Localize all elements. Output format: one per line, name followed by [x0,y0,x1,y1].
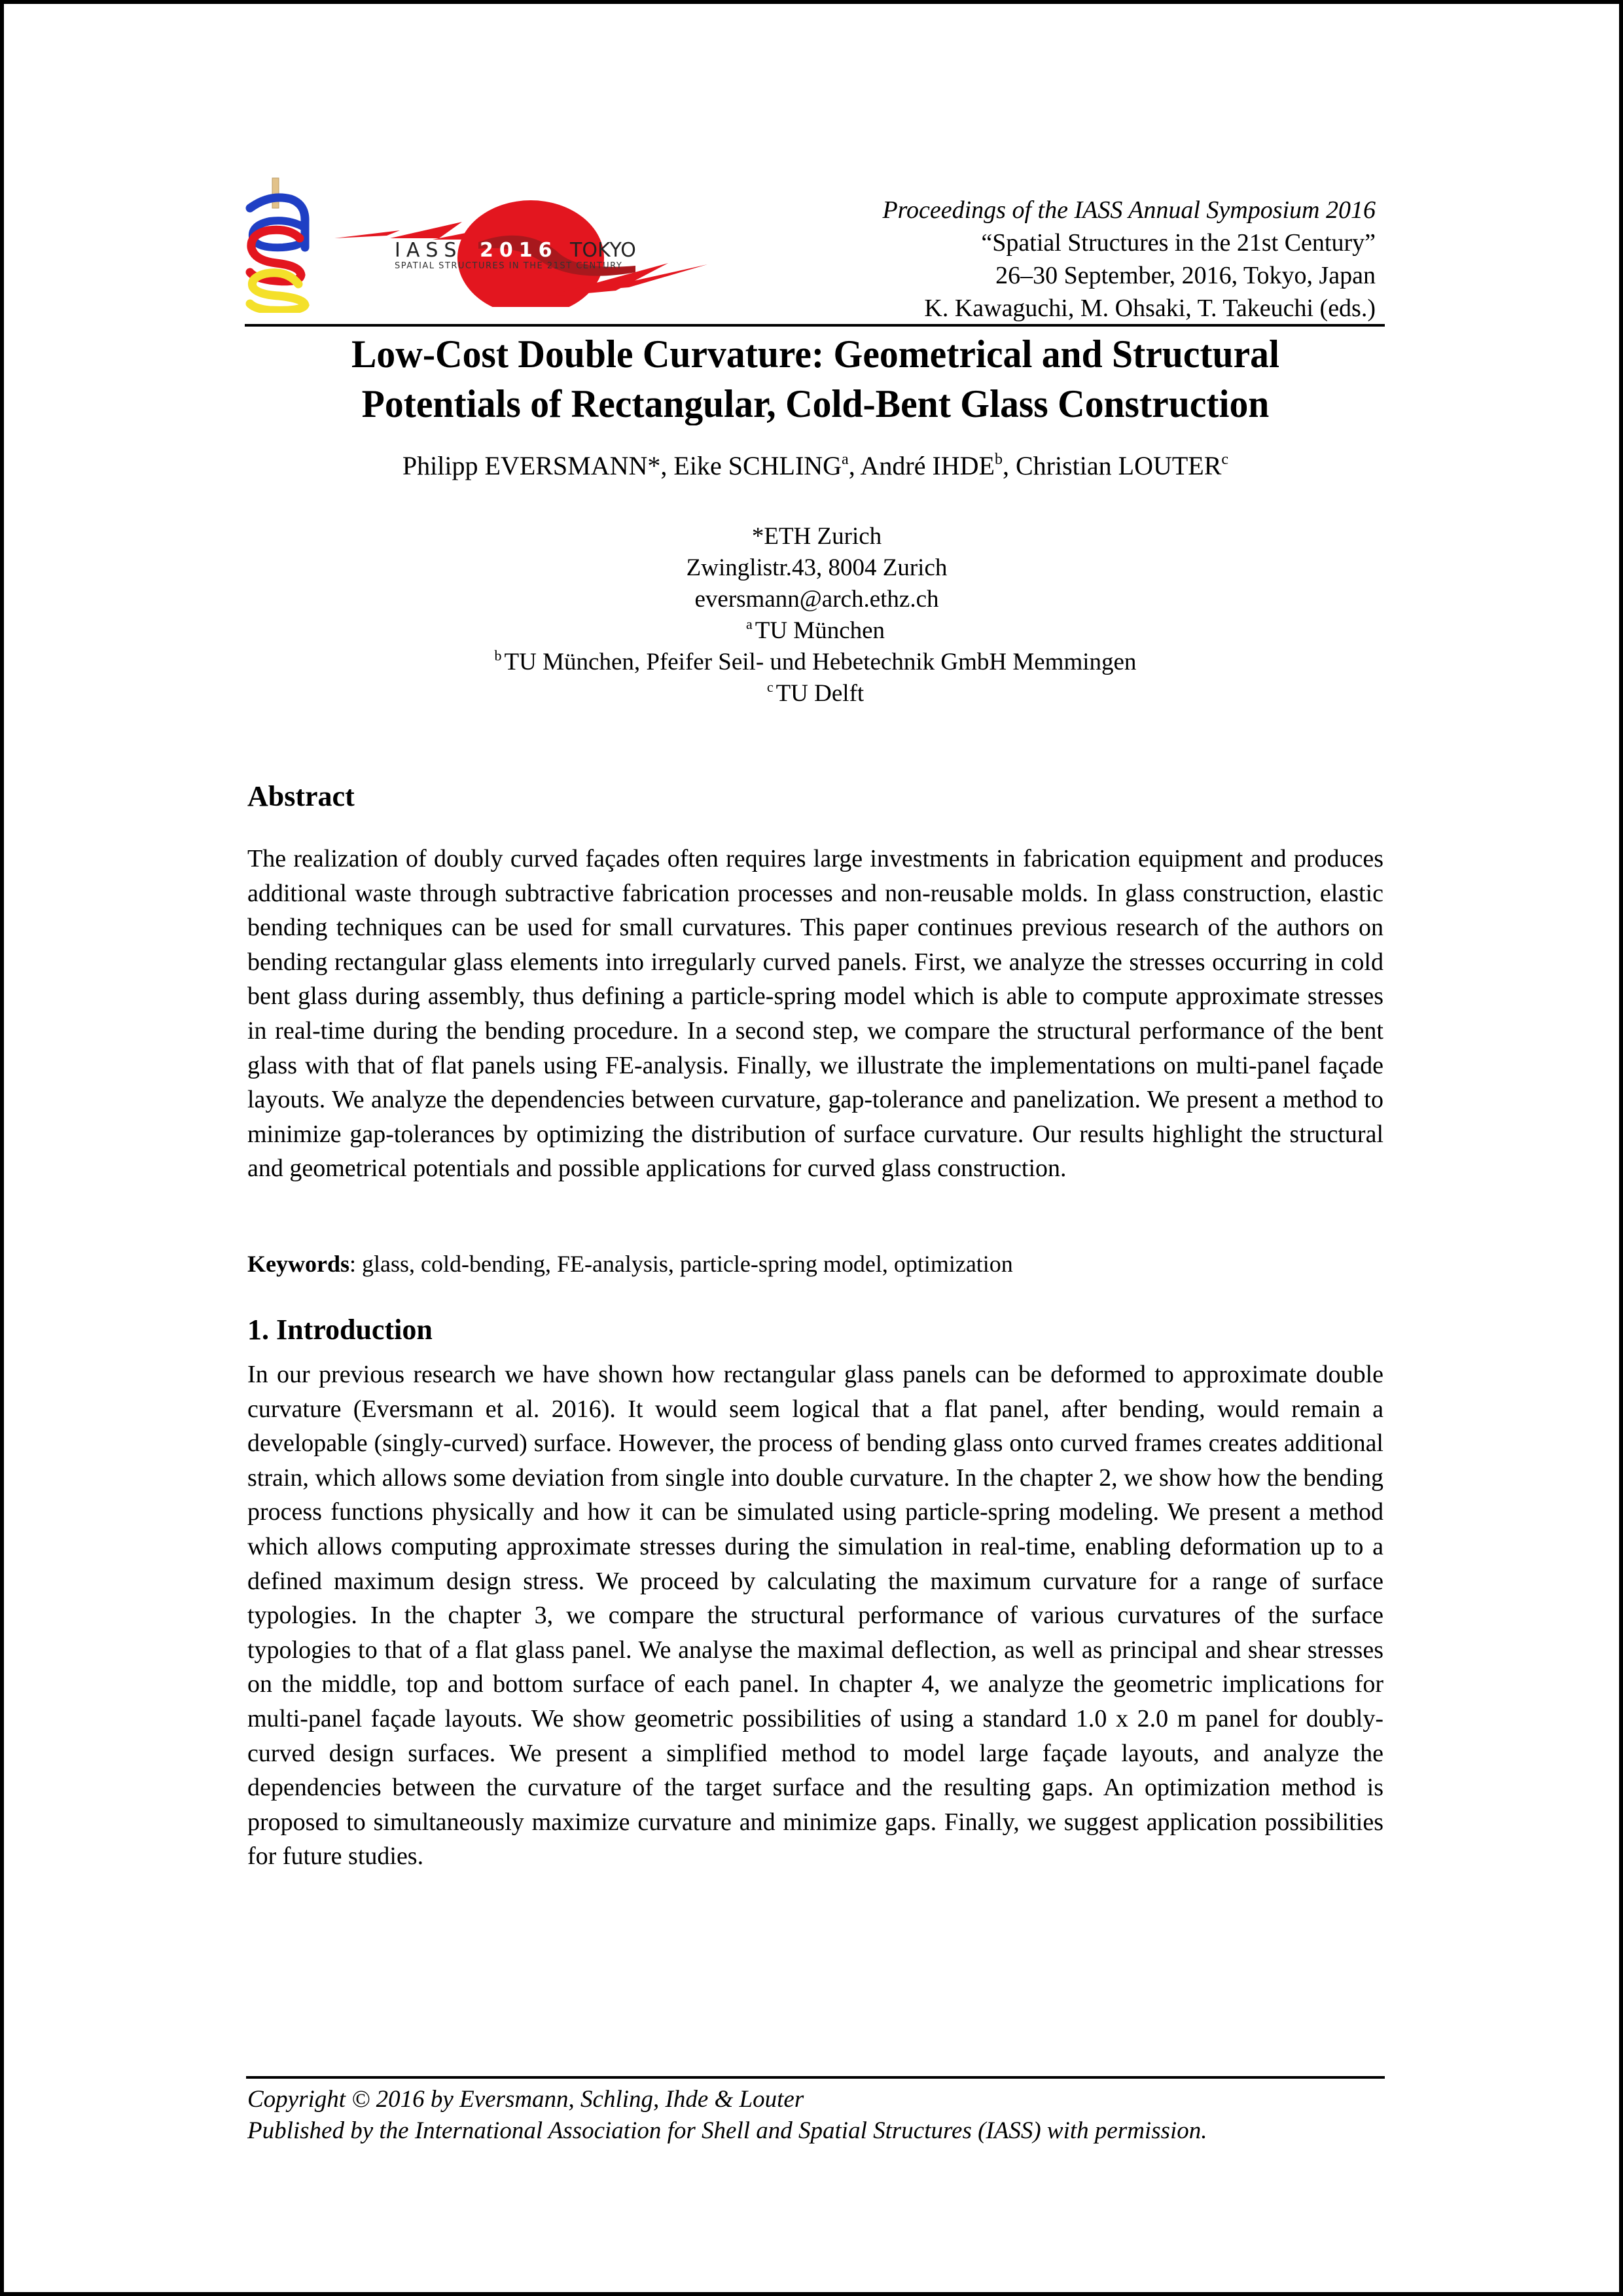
paper-title-line-2: Potentials of Rectangular, Cold-Bent Glass Construction [361,382,1270,425]
svg-text:IASS: IASS [395,239,463,262]
footer-divider [246,2076,1385,2079]
paper-title [269,329,1362,429]
author: Philipp EVERSMANN* [402,451,661,480]
logo-text [395,239,636,271]
symposium-editors: K. Kawaguchi, M. Ohsaki, T. Takeuchi (eds.) [924,295,1376,322]
iass-logo-icon [243,175,315,313]
symposium-dates-location: 26–30 September, 2016, Tokyo, Japan [995,262,1376,289]
iass-2016-tokyo-logo [328,192,714,307]
keywords-label: Keywords [247,1251,349,1277]
proceedings-title: Proceedings of the IASS Annual Symposium 2016 [882,196,1376,224]
author-list: Philipp EVERSMANN*, Eike SCHLING$^a$, André IHDE$^b$, Christian LOUTER$^c$ [402,451,1229,480]
affiliation-email[interactable]: eversmann@arch.ethz.ch [694,586,939,613]
header-divider [245,324,1385,327]
abstract-heading: Abstract [247,780,355,812]
author: Eike SCHLING$^a$ [673,451,849,480]
author: André IHDE$^b$ [860,451,1003,480]
proceedings-header [721,194,1376,325]
copyright-notice: Copyright © 2016 by Eversmann, Schling, Ihde & Louter [247,2086,804,2113]
affiliation: *ETH Zurich [751,523,882,550]
footer [247,2084,1386,2147]
keywords-text: : glass, cold-bending, FE-analysis, particle-spring model, optimization [349,1251,1013,1277]
affiliation: Zwinglistr.43, 8004 Zurich [686,554,948,581]
author: Christian LOUTER$^c$ [1016,451,1229,480]
affiliation: $^c$ TU Delft [766,679,865,707]
abstract-body: The realization of doubly curved façades often requires large investments in fabrication equipment and produces additional waste through subtractive fabrication processes and non-reusable molds. In glass construction, elastic bending techniques can be used for small curvatures. This paper continues previous research of the authors on bending rectangular glass elements into irregularly curved panels. First, we analyze the stresses occurring in cold bent glass during assembly, thus defining a particle-spring model which is able to compute approximate stresses in real-time during the bending procedure. In a second step, we compare the structural performance of the bent glass with that of flat panels using FE-analysis. Finally, we illustrate the implementations on multi-panel façade layouts. We analyze the dependencies between curvature, gap-tolerance and panelization. We present a method to minimize gap-tolerances by optimizing the distribution of surface curvature. Our results highlight the structural and geometrical potentials and possible applications for curved glass construction. [247,845,1383,1183]
affiliation: $^b$ TU München, Pfeifer Seil- und Hebetechnik GmbH Memmingen [494,647,1137,675]
introduction-body: In our previous research we have shown how rectangular glass panels can be deformed to approximate double curvature (Eversmann et al. 2016). It would seem logical that a flat panel, after bending, would remain a developable (singly-curved) surface. However, the process of bending glass onto curved frames creates additional strain, which allows some deviation from single into double curvature. In the chapter 2, we show how the bending process functions physically and how it can be simulated using particle-spring modeling. We present a method which allows computing approximate stresses during the simulation in real-time, enabling deformation up to a defined maximum design stress. We proceed by calculating the maximum curvature for a range of surface typologies. In the chapter 3, we compare the structural performance of various curvatures of the surface typologies to that of a flat glass panel. We analyse the maximal deflection, as well as principal and shear stresses on the middle, top and bottom surface of each panel. In chapter 4, we analyze the geometric implications for multi-panel façade layouts. We show geometric possibilities of using a standard 1.0 x 2.0 m panel for doubly-curved design surfaces. We present a simplified method to model large façade layouts, and analyze the dependencies between the curvature of the target surface and the resulting gaps. An optimization method is proposed to simultaneously maximize curvature and minimize gaps. Finally, we suggest application possibilities for future studies. [247,1361,1383,1871]
paper-title-line-1: Low-Cost Double Curvature: Geometrical and Structural [351,332,1279,376]
introduction-heading: 1. Introduction [247,1314,433,1346]
publication-notice: Published by the International Association for Shell and Spatial Structures (IASS) with permission. [247,2117,1207,2144]
keywords [247,1247,1383,1280]
affiliation: $^a$ TU München [745,616,885,644]
affiliation-list [246,521,1385,709]
svg-text:TOKYO: TOKYO [570,239,636,262]
svg-text:SPATIAL STRUCTURES IN THE 21ST: SPATIAL STRUCTURES IN THE 21ST CENTURY [395,261,623,271]
svg-text:2016: 2016 [480,239,558,262]
symposium-theme: “Spatial Structures in the 21st Century” [981,229,1376,257]
